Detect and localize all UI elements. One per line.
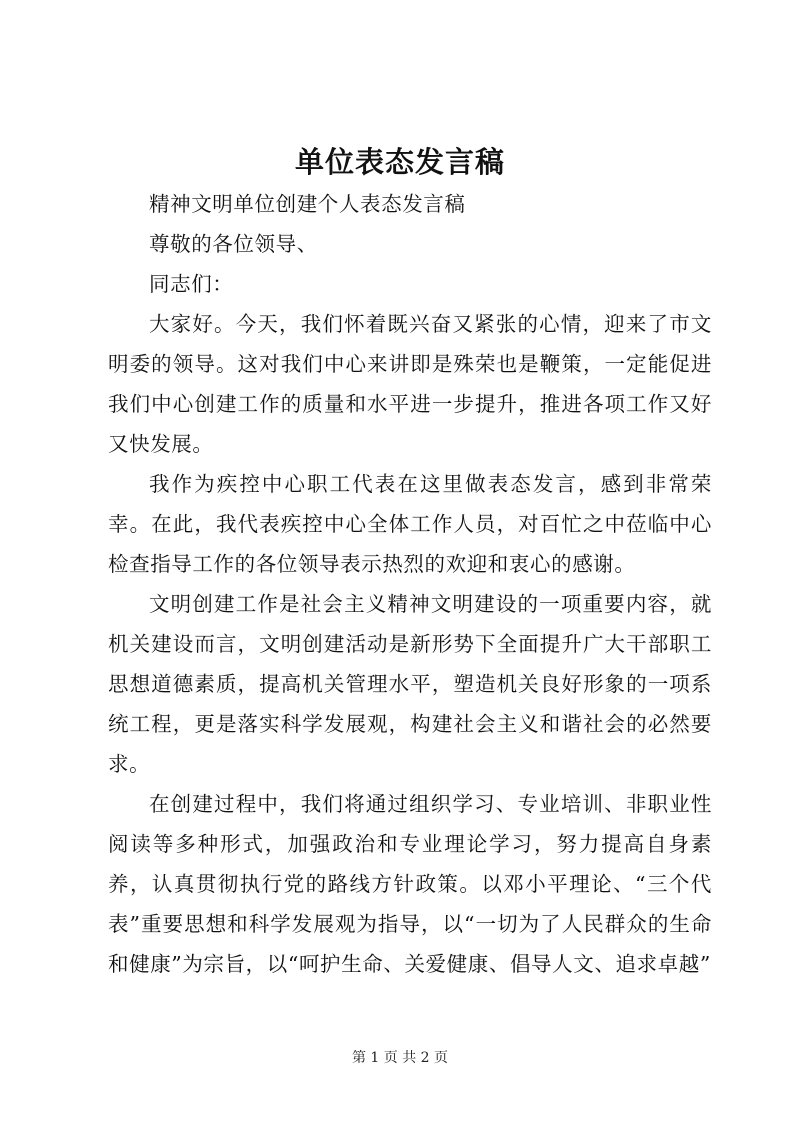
paragraph-salutation-2: 同志们：: [149, 272, 234, 296]
paragraph-greeting: 大家好。今天，我们怀着既兴奋又紧张的心情，迎来了市文明委的领导。这对我们中心来讲即是殊荣也是鞭策，一定能促进我们中心创建工作的质量和水平进一步提升，推进各项工作又好又快发展。: [108, 312, 712, 456]
paragraph-salutation: 尊敬的各位领导、: [149, 232, 318, 256]
page-number-footer: 第 1 页 共 2 页: [351, 1050, 449, 1066]
paragraph-subtitle: 精神文明单位创建个人表态发言稿: [149, 192, 466, 216]
document-body: [108, 184, 712, 984]
paragraph-civilization-work: 文明创建工作是社会主义精神文明建设的一项重要内容，就机关建设而言，文明创建活动是新形势下全面提升广大干部职工思想道德素质，提高机关管理水平，塑造机关良好形象的一项系统工程，更是落实科学发展观，构建社会主义和谐社会的必然要求。: [108, 592, 712, 776]
document-title: 单位表态发言稿: [294, 145, 505, 179]
paragraph-creation-process: 在创建过程中，我们将通过组织学习、专业培训、非职业性阅读等多种形式，加强政治和专业理论学习，努力提高自身素养，认真贯彻执行党的路线方针政策。以邓小平理论、“三个代表”重要思想和科学发展观为指导，以“一切为了人民群众的生命和健康”为宗旨，以“呵护生命、关爱健康、倡导人文、追求卓越”: [108, 792, 712, 976]
paragraph-representative: 我作为疾控中心职工代表在这里做表态发言，感到非常荣幸。在此，我代表疾控中心全体工作人员，对百忙之中莅临中心检查指导工作的各位领导表示热烈的欢迎和衷心的感谢。: [108, 472, 712, 576]
